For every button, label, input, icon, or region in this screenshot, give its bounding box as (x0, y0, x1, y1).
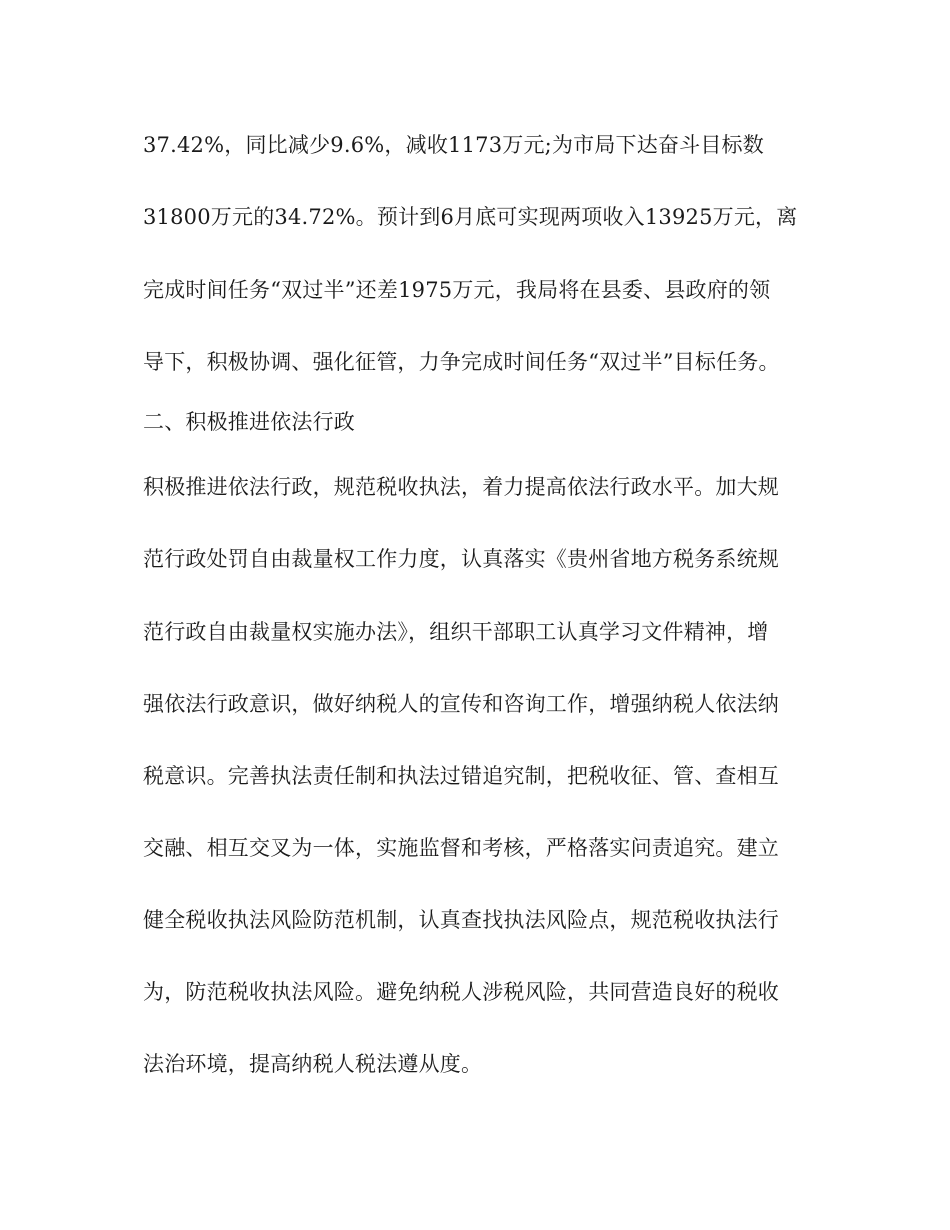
paragraph-2-line-3: 范行政自由裁量权实施办法》，组织干部职工认真学习文件精神，增 (143, 620, 769, 644)
paragraph-1-line-3: 完成时间任务“双过半”还差1975万元，我局将在县委、县政府的领 (143, 278, 771, 302)
paragraph-1-line-4: 导下，积极协调、强化征管，力争完成时间任务“双过半”目标任务。 (143, 350, 780, 374)
paragraph-2-line-5: 税意识。完善执法责任制和执法过错追究制，把税收征、管、查相互 (143, 764, 779, 788)
paragraph-1-line-1: 37.42%，同比减少9.6%，减收1173万元;为市局下达奋斗目标数 (143, 133, 764, 157)
paragraph-2-line-8: 为，防范税收执法风险。避免纳税人涉税风险，共同营造良好的税收 (143, 980, 779, 1004)
paragraph-2-line-1: 积极推进依法行政，规范税收执法，着力提高依法行政水平。加大规 (143, 475, 779, 499)
section-heading: 二、积极推进依法行政 (143, 410, 355, 434)
paragraph-2-line-7: 健全税收执法风险防范机制，认真查找执法风险点，规范税收执法行 (143, 908, 779, 932)
paragraph-2-line-9: 法治环境，提高纳税人税法遵从度。 (143, 1052, 483, 1076)
paragraph-1-line-2: 31800万元的34.72%。预计到6月底可实现两项收入13925万元，离 (143, 205, 798, 229)
paragraph-2-line-6: 交融、相互交叉为一体，实施监督和考核，严格落实问责追究。建立 (143, 836, 779, 860)
paragraph-2-line-4: 强依法行政意识，做好纳税人的宣传和咨询工作，增强纳税人依法纳 (143, 692, 779, 716)
paragraph-2-line-2: 范行政处罚自由裁量权工作力度，认真落实《贵州省地方税务系统规 (143, 547, 779, 571)
